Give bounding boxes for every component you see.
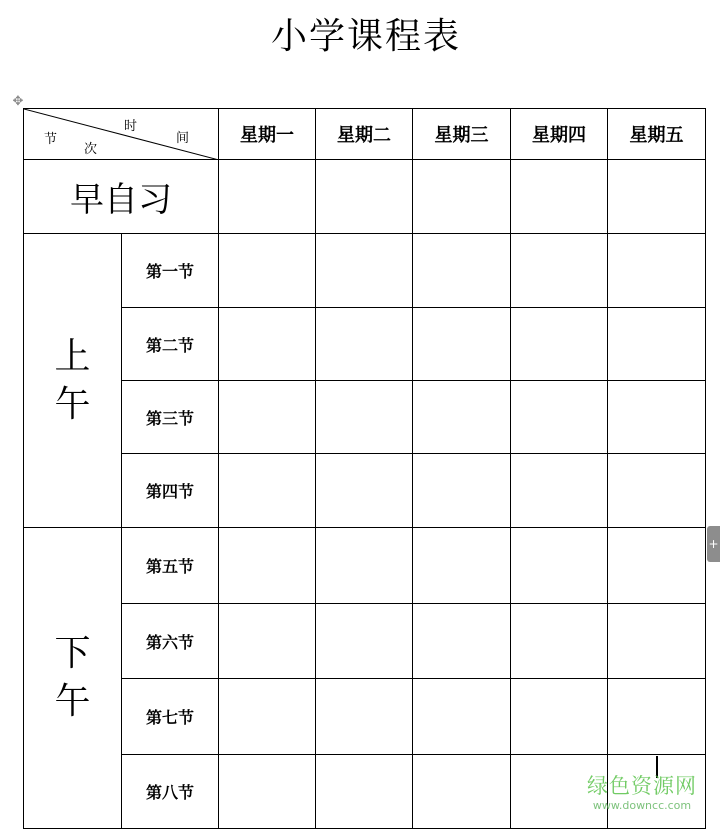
table-cell[interactable] xyxy=(316,454,413,528)
table-cell[interactable] xyxy=(608,160,706,234)
table-cell[interactable] xyxy=(316,160,413,234)
table-cell[interactable] xyxy=(413,679,511,755)
table-cell[interactable] xyxy=(511,604,608,679)
day-header-fri[interactable]: 星期五 xyxy=(608,109,706,160)
afternoon-char-1: 下 xyxy=(54,633,91,674)
period-row xyxy=(24,234,706,308)
period-label-1[interactable]: 第一节 xyxy=(122,234,219,308)
table-cell[interactable] xyxy=(511,308,608,381)
table-cell[interactable] xyxy=(608,234,706,308)
table-cell[interactable] xyxy=(219,528,316,604)
corner-label-jie: 节 xyxy=(44,132,58,147)
table-cell[interactable] xyxy=(316,679,413,755)
table-cell[interactable] xyxy=(413,160,511,234)
table-cell[interactable] xyxy=(511,679,608,755)
table-move-icon[interactable]: ✥ xyxy=(12,94,24,109)
table-cell[interactable] xyxy=(413,234,511,308)
table-cell[interactable] xyxy=(219,381,316,454)
period-label-5[interactable]: 第五节 xyxy=(122,528,219,604)
watermark-url: www.downcc.com xyxy=(592,799,692,812)
table-cell[interactable] xyxy=(219,604,316,679)
page-title: 小学课程表 xyxy=(270,16,461,57)
table-cell[interactable] xyxy=(413,381,511,454)
period-label-4[interactable]: 第四节 xyxy=(122,454,219,528)
header-row xyxy=(24,109,706,160)
period-row xyxy=(24,381,706,454)
period-row xyxy=(24,454,706,528)
table-resize-icon[interactable]: + xyxy=(707,526,720,562)
day-header-thu[interactable]: 星期四 xyxy=(511,109,608,160)
table-cell[interactable] xyxy=(316,755,413,829)
schedule-table xyxy=(23,108,706,829)
table-cell[interactable] xyxy=(219,755,316,829)
corner-label-jian: 间 xyxy=(176,131,190,146)
table-cell[interactable] xyxy=(413,454,511,528)
corner-header-cell[interactable] xyxy=(24,109,219,160)
table-cell[interactable] xyxy=(413,308,511,381)
morning-study-row xyxy=(24,160,706,234)
period-label-7[interactable]: 第七节 xyxy=(122,679,219,755)
morning-char-2: 午 xyxy=(54,383,91,425)
table-cell[interactable] xyxy=(316,234,413,308)
period-label-2[interactable]: 第二节 xyxy=(122,308,219,381)
table-cell[interactable] xyxy=(511,381,608,454)
table-cell[interactable] xyxy=(608,308,706,381)
corner-label-ci: 次 xyxy=(84,142,98,157)
table-cell[interactable] xyxy=(413,604,511,679)
period-label-6[interactable]: 第六节 xyxy=(122,604,219,679)
table-cell[interactable] xyxy=(608,604,706,679)
table-cell[interactable] xyxy=(219,308,316,381)
period-row xyxy=(24,679,706,755)
period-label-3[interactable]: 第三节 xyxy=(122,381,219,454)
day-header-mon[interactable]: 星期一 xyxy=(219,109,316,160)
table-cell[interactable] xyxy=(316,381,413,454)
table-cell[interactable] xyxy=(511,160,608,234)
period-row xyxy=(24,604,706,679)
table-cell[interactable] xyxy=(219,234,316,308)
table-cell[interactable] xyxy=(316,528,413,604)
table-cell[interactable] xyxy=(219,454,316,528)
period-row xyxy=(24,528,706,604)
morning-label[interactable] xyxy=(24,234,122,528)
table-cell[interactable] xyxy=(316,308,413,381)
morning-study-label[interactable]: 早自习 xyxy=(24,160,219,234)
corner-label-shi: 时 xyxy=(124,119,138,134)
table-cell[interactable] xyxy=(511,454,608,528)
watermark-text: 绿色资源网 xyxy=(587,774,697,798)
table-cell[interactable] xyxy=(608,381,706,454)
morning-char-1: 上 xyxy=(54,335,91,377)
watermark xyxy=(582,773,702,813)
table-cell[interactable] xyxy=(316,604,413,679)
afternoon-char-2: 午 xyxy=(54,681,91,722)
period-label-8[interactable]: 第八节 xyxy=(122,755,219,829)
table-cell[interactable] xyxy=(608,454,706,528)
table-cell[interactable] xyxy=(511,234,608,308)
table-cell[interactable] xyxy=(511,528,608,604)
table-cell[interactable] xyxy=(608,679,706,755)
period-row xyxy=(24,308,706,381)
day-header-wed[interactable]: 星期三 xyxy=(413,109,511,160)
table-cell[interactable] xyxy=(219,160,316,234)
table-cell[interactable] xyxy=(413,528,511,604)
table-cell[interactable] xyxy=(608,528,706,604)
table-cell[interactable] xyxy=(219,679,316,755)
day-header-tue[interactable]: 星期二 xyxy=(316,109,413,160)
table-cell[interactable] xyxy=(413,755,511,829)
afternoon-label[interactable] xyxy=(24,528,122,829)
